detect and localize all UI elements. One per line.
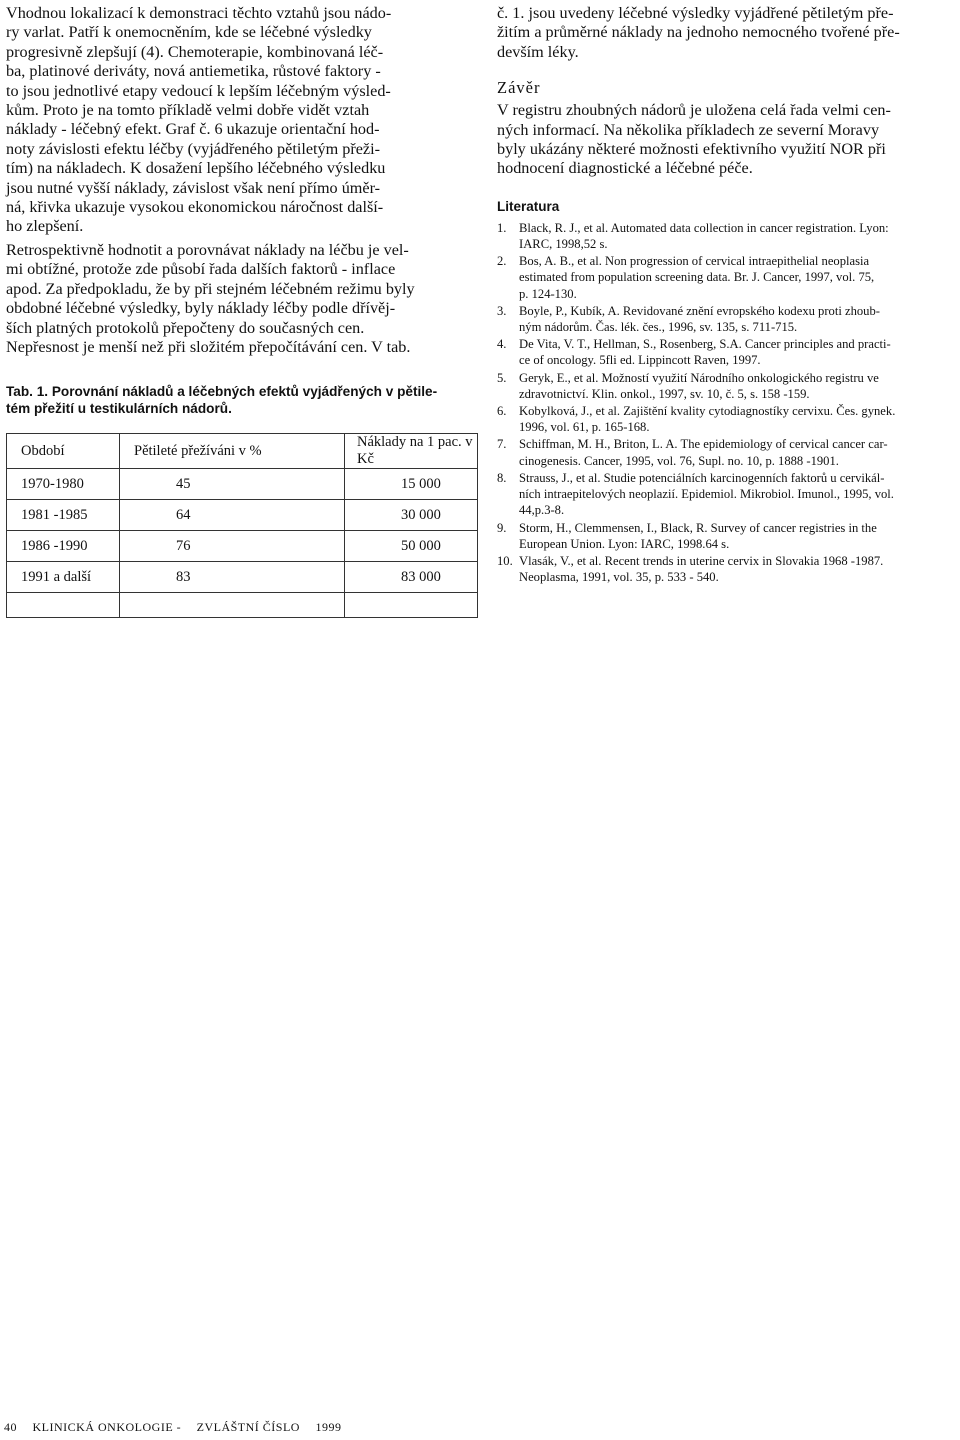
- reference-item: [497, 370, 957, 402]
- table-row: [7, 500, 478, 531]
- paragraph-intro: [497, 4, 957, 62]
- reference-line: estimated from population screening data. Br. J. Cancer, 1997, vol. 75,: [519, 270, 875, 285]
- text-line: mi obtížné, protože zde působí řada dalších faktorů - inflace: [6, 260, 396, 279]
- reference-item: [497, 403, 957, 435]
- reference-line: Bos, A. B., et al. Non progression of cervical intraepithelial neoplasia: [519, 254, 870, 269]
- table-empty-row: [7, 593, 478, 618]
- reference-number: 3.: [497, 303, 507, 318]
- text-line: náklady - léčebný efekt. Graf č. 6 ukazuje orientační hod-: [6, 120, 380, 139]
- table-caption-line: tém přežití u testikulárních nádorů.: [6, 401, 232, 417]
- reference-number: 4.: [497, 337, 507, 352]
- text-line: byly ukázány některé možnosti efektivního využití NOR při: [497, 140, 886, 159]
- reference-line: Storm, H., Clemmensen, I., Black, R. Survey of cancer registries in the: [519, 520, 877, 535]
- cell-survival: 64: [120, 500, 345, 531]
- reference-number: 1.: [497, 220, 507, 235]
- text-line: V registru zhoubných nádorů je uložena celá řada velmi cen-: [497, 101, 891, 120]
- empty-cell: [7, 593, 120, 618]
- text-line: devším léky.: [497, 42, 579, 61]
- page-footer: [4, 1420, 353, 1435]
- reference-line: Neoplasma, 1991, vol. 35, p. 533 - 540.: [519, 570, 719, 585]
- text-line: č. 1. jsou uvedeny léčebné výsledky vyjádřené pětiletým pře-: [497, 4, 894, 22]
- reference-item: [497, 336, 957, 368]
- reference-number: 2.: [497, 254, 507, 269]
- reference-line: Strauss, J., et al. Studie potenciálních karcinogenních faktorů u cervikál-: [519, 470, 885, 485]
- reference-item: [497, 220, 957, 252]
- reference-line: Black, R. J., et al. Automated data collection in cancer registration. Lyon:: [519, 220, 889, 235]
- reference-number: 8.: [497, 470, 507, 485]
- reference-number: 6.: [497, 404, 507, 419]
- text-line: tím) na nákladech. K dosažení lepšího léčebného výsledku: [6, 159, 386, 178]
- reference-line: Kobylková, J., et al. Zajištění kvality cytodiagnostíky cervixu. Čes. gynek.: [519, 404, 896, 419]
- left-column: [6, 4, 478, 618]
- cell-survival: 76: [120, 531, 345, 562]
- issue-label: ZVLÁŠTNÍ ČÍSLO: [196, 1420, 300, 1434]
- text-line: to jsou jednotlivé etapy vedoucí k lepším léčebným výsled-: [6, 81, 391, 100]
- reference-item: [497, 520, 957, 552]
- reference-line: De Vita, V. T., Hellman, S., Rosenberg, S.A. Cancer principles and practi-: [519, 337, 891, 352]
- reference-line: ným nádorům. Čas. lék. čes., 1996, sv. 135, s. 711-715.: [519, 320, 798, 335]
- table-caption: [6, 383, 478, 417]
- cell-period: 1970-1980: [7, 469, 120, 500]
- reference-number: 7.: [497, 437, 507, 452]
- paragraph-retrospective: [6, 241, 478, 357]
- reference-item: [497, 303, 957, 335]
- paragraph-conclusion: [497, 101, 957, 179]
- reference-item: [497, 253, 957, 302]
- header-five-year-survival: Pětileté přežíváni v %: [120, 434, 345, 469]
- reference-line: Boyle, P., Kubík, A. Revidované znění evropského kodexu proti zhoub-: [519, 303, 880, 318]
- cell-cost: 83 000: [345, 562, 478, 593]
- reference-line: Vlasák, V., et al. Recent trends in uterine cervix in Slovakia 1968 -1987.: [519, 553, 884, 568]
- cell-cost: 15 000: [345, 469, 478, 500]
- text-line: ba, platinové deriváty, nová antiemetika, růstové faktory -: [6, 62, 381, 81]
- reference-line: European Union. Lyon: IARC, 1998.64 s.: [519, 536, 730, 551]
- issue-year: 1999: [315, 1420, 342, 1434]
- cell-survival: 45: [120, 469, 345, 500]
- reference-line: p. 124-130.: [519, 286, 577, 301]
- reference-line: IARC, 1998,52 s.: [519, 237, 608, 252]
- reference-line: ních intraepitelových neoplazií. Epidemiol. Mikrobiol. Imunol., 1995, vol.: [519, 487, 894, 502]
- text-line: ších platných protokolů přepočteny do současných cen.: [6, 318, 365, 337]
- reference-line: Schiffman, M. H., Briton, L. A. The epidemiology of cervical cancer car-: [519, 437, 888, 452]
- reference-line: Geryk, E., et al. Možností využití Národního onkologického registru ve: [519, 370, 879, 385]
- journal-name: KLINICKÁ ONKOLOGIE -: [32, 1420, 182, 1434]
- text-line: kům. Proto je na tomto příkladě velmi dobře vidět vztah: [6, 101, 370, 120]
- header-cost-per-patient: Náklady na 1 pac. v Kč: [345, 434, 478, 469]
- text-line: Vhodnou lokalizací k demonstraci těchto vztahů jsou nádo-: [6, 4, 392, 22]
- text-line: Nepřesnost je menší než při složitém přepočítávání cen. V tab.: [6, 337, 411, 356]
- table-caption-line: Tab. 1. Porovnání nákladů a léčebných efektů vyjádřených v pětile-: [6, 384, 438, 400]
- reference-line: 44,p.3-8.: [519, 503, 565, 518]
- cell-cost: 50 000: [345, 531, 478, 562]
- cell-cost: 30 000: [345, 500, 478, 531]
- reference-item: [497, 553, 957, 585]
- text-line: ho zlepšení.: [6, 217, 84, 236]
- paragraph-testicular-tumors: [6, 4, 478, 237]
- empty-cell: [345, 593, 478, 618]
- reference-list: [497, 220, 957, 585]
- cell-period: 1991 a další: [7, 562, 120, 593]
- cell-period: 1981 -1985: [7, 500, 120, 531]
- table-row: [7, 469, 478, 500]
- cell-period: 1986 -1990: [7, 531, 120, 562]
- text-line: hodnocení diagnostické a léčebné péče.: [497, 159, 753, 178]
- text-line: ná, křivka ukazuje vysokou ekonomickou náročnost další-: [6, 198, 384, 217]
- header-period: Období: [7, 434, 120, 469]
- table-row: [7, 531, 478, 562]
- table-header-row: [7, 434, 478, 469]
- table-row: [7, 562, 478, 593]
- cost-survival-table: [6, 433, 478, 618]
- text-line: žitím a průměrné náklady na jednoho nemocného tvořené pře-: [497, 23, 900, 42]
- reference-item: [497, 470, 957, 519]
- reference-number: 5.: [497, 370, 507, 385]
- reference-line: 1996, vol. 61, p. 165-168.: [519, 420, 650, 435]
- text-line: jsou nutné vyšší náklady, závislost však není přímo úměr-: [6, 178, 381, 197]
- text-line: progresivně zlepšují (4). Chemoterapie, kombinovaná léč-: [6, 42, 384, 61]
- text-line: obdobné léčebné výsledky, byly náklady léčby podle dřívěj-: [6, 299, 396, 318]
- text-line: ry varlat. Patří k onemocněním, kde se léčebné výsledky: [6, 23, 372, 42]
- text-line: ných informací. Na několika příkladech ze severní Moravy: [497, 120, 880, 139]
- reference-number: 10.: [497, 553, 513, 568]
- text-line: Retrospektivně hodnotit a porovnávat náklady na léčbu je vel-: [6, 240, 409, 259]
- empty-cell: [120, 593, 345, 618]
- conclusion-heading: Závěr: [497, 78, 541, 98]
- cell-survival: 83: [120, 562, 345, 593]
- reference-line: zdravotnictví. Klin. onkol., 1997, sv. 10, č. 5, s. 158 -159.: [519, 386, 810, 401]
- text-line: noty závislosti efektu léčby (vyjádřeného pětiletým přeži-: [6, 139, 380, 158]
- literature-heading: Literatura: [497, 198, 560, 214]
- reference-line: cinogenesis. Cancer, 1995, vol. 76, Supl. no. 10, p. 1888 -1901.: [519, 453, 839, 468]
- right-column: [497, 4, 957, 586]
- reference-item: [497, 436, 957, 468]
- reference-number: 9.: [497, 520, 507, 535]
- text-line: apod. Za předpokladu, že by při stejném léčebném režimu byly: [6, 279, 415, 298]
- page-number: 40: [4, 1420, 17, 1434]
- reference-line: ce of oncology. 5fli ed. Lippincott Raven, 1997.: [519, 353, 761, 368]
